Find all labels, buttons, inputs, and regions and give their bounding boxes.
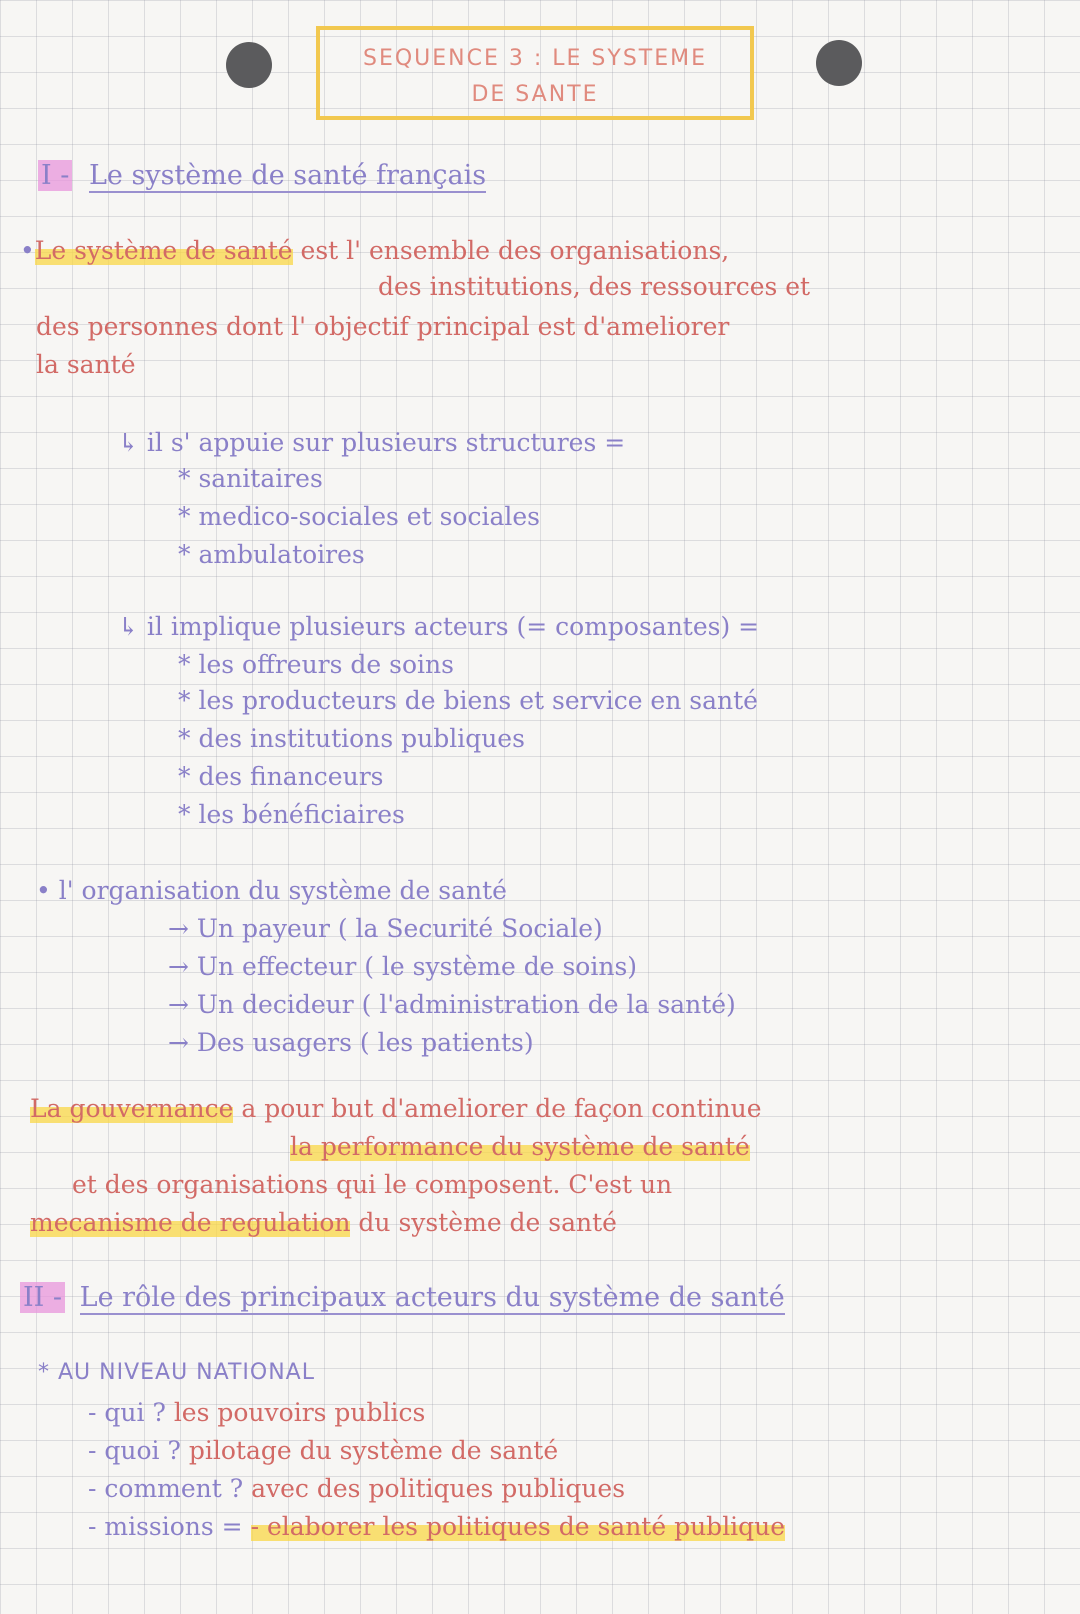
arrow-icon: ↳ — [118, 612, 147, 641]
actors-item: * les producteurs de biens et service en santé — [178, 686, 758, 715]
actors-item: * les bénéficiaires — [178, 800, 405, 829]
definition-term: Le système de santé — [34, 236, 293, 265]
actors-item: * des financeurs — [178, 762, 384, 791]
structures-item: * medico-sociales et sociales — [178, 502, 540, 531]
actors-item: * des institutions publiques — [178, 724, 525, 753]
arrow-right-icon: → — [168, 952, 197, 981]
section-1-title: Le système de santé français — [88, 160, 487, 191]
actors-intro-text: il implique plusieurs acteurs (= composantes) = — [146, 612, 760, 641]
section-1-heading — [38, 160, 486, 191]
governance-text-2: la performance du système de santé — [290, 1132, 750, 1161]
definition-line-1 — [20, 236, 729, 265]
arrow-right-icon: → — [168, 1028, 197, 1057]
governance-text-4: du système de santé — [350, 1208, 617, 1237]
binder-hole-left — [226, 42, 272, 88]
organisation-item-text: Un payeur ( la Securité Sociale) — [196, 914, 603, 943]
structures-intro-text: il s' appuie sur plusieurs structures = — [146, 428, 626, 457]
row-value: - elaborer les politiques de santé publique — [250, 1512, 786, 1541]
definition-line-4: la santé — [36, 350, 136, 379]
national-row — [88, 1398, 425, 1427]
governance-line-4 — [30, 1208, 617, 1237]
structures-item: * ambulatoires — [178, 540, 365, 569]
governance-line-2 — [290, 1132, 750, 1161]
organisation-item-text: Un decideur ( l'administration de la santé) — [196, 990, 736, 1019]
organisation-item-text: Un effecteur ( le système de soins) — [196, 952, 638, 981]
row-label: - quoi ? — [88, 1436, 181, 1465]
national-level-label: * AU NIVEAU NATIONAL — [38, 1360, 315, 1385]
governance-term: La gouvernance — [30, 1094, 234, 1123]
structures-intro — [118, 428, 625, 457]
governance-line-1 — [30, 1094, 762, 1123]
organisation-intro-text: l' organisation du système de santé — [58, 876, 507, 905]
governance-mechanism: mecanisme de regulation — [30, 1208, 351, 1237]
arrow-right-icon: → — [168, 914, 197, 943]
row-value: pilotage du système de santé — [188, 1436, 559, 1465]
national-row — [88, 1436, 558, 1465]
actors-item: * les offreurs de soins — [178, 650, 454, 679]
organisation-item — [168, 990, 736, 1019]
governance-text-1: a pour but d'ameliorer de façon continue — [233, 1094, 762, 1123]
bullet-dot: • — [20, 236, 35, 265]
section-2-title: Le rôle des principaux acteurs du système de santé — [79, 1282, 785, 1313]
bullet-dot: • — [36, 876, 59, 905]
definition-line-2: des institutions, des ressources et — [378, 272, 811, 301]
organisation-item — [168, 914, 603, 943]
actors-intro — [118, 612, 759, 641]
arrow-icon: ↳ — [118, 428, 147, 457]
definition-line-3: des personnes dont l' objectif principal est d'ameliorer — [36, 312, 730, 341]
row-value: avec des politiques publiques — [251, 1474, 626, 1503]
arrow-right-icon: → — [168, 990, 197, 1019]
national-row — [88, 1512, 785, 1541]
organisation-item-text: Des usagers ( les patients) — [196, 1028, 534, 1057]
row-value: les pouvoirs publics — [173, 1398, 426, 1427]
definition-text-1: est l' ensemble des organisations, — [292, 236, 730, 265]
binder-hole-right — [816, 40, 862, 86]
section-2-number: II - — [20, 1282, 65, 1313]
structures-item: * sanitaires — [178, 464, 323, 493]
page-title — [316, 26, 754, 120]
section-2-heading — [20, 1282, 785, 1313]
governance-line-3: et des organisations qui le composent. C'est un — [72, 1170, 673, 1199]
national-row — [88, 1474, 625, 1503]
row-label: - missions = — [88, 1512, 243, 1541]
row-label: - comment ? — [88, 1474, 244, 1503]
title-line-2: DE SANTE — [471, 82, 599, 107]
organisation-item — [168, 952, 637, 981]
organisation-item — [168, 1028, 534, 1057]
section-1-number: I - — [38, 160, 72, 191]
title-line-1: SEQUENCE 3 : LE SYSTEME — [362, 46, 708, 71]
row-label: - qui ? — [88, 1398, 166, 1427]
organisation-intro — [36, 876, 507, 905]
